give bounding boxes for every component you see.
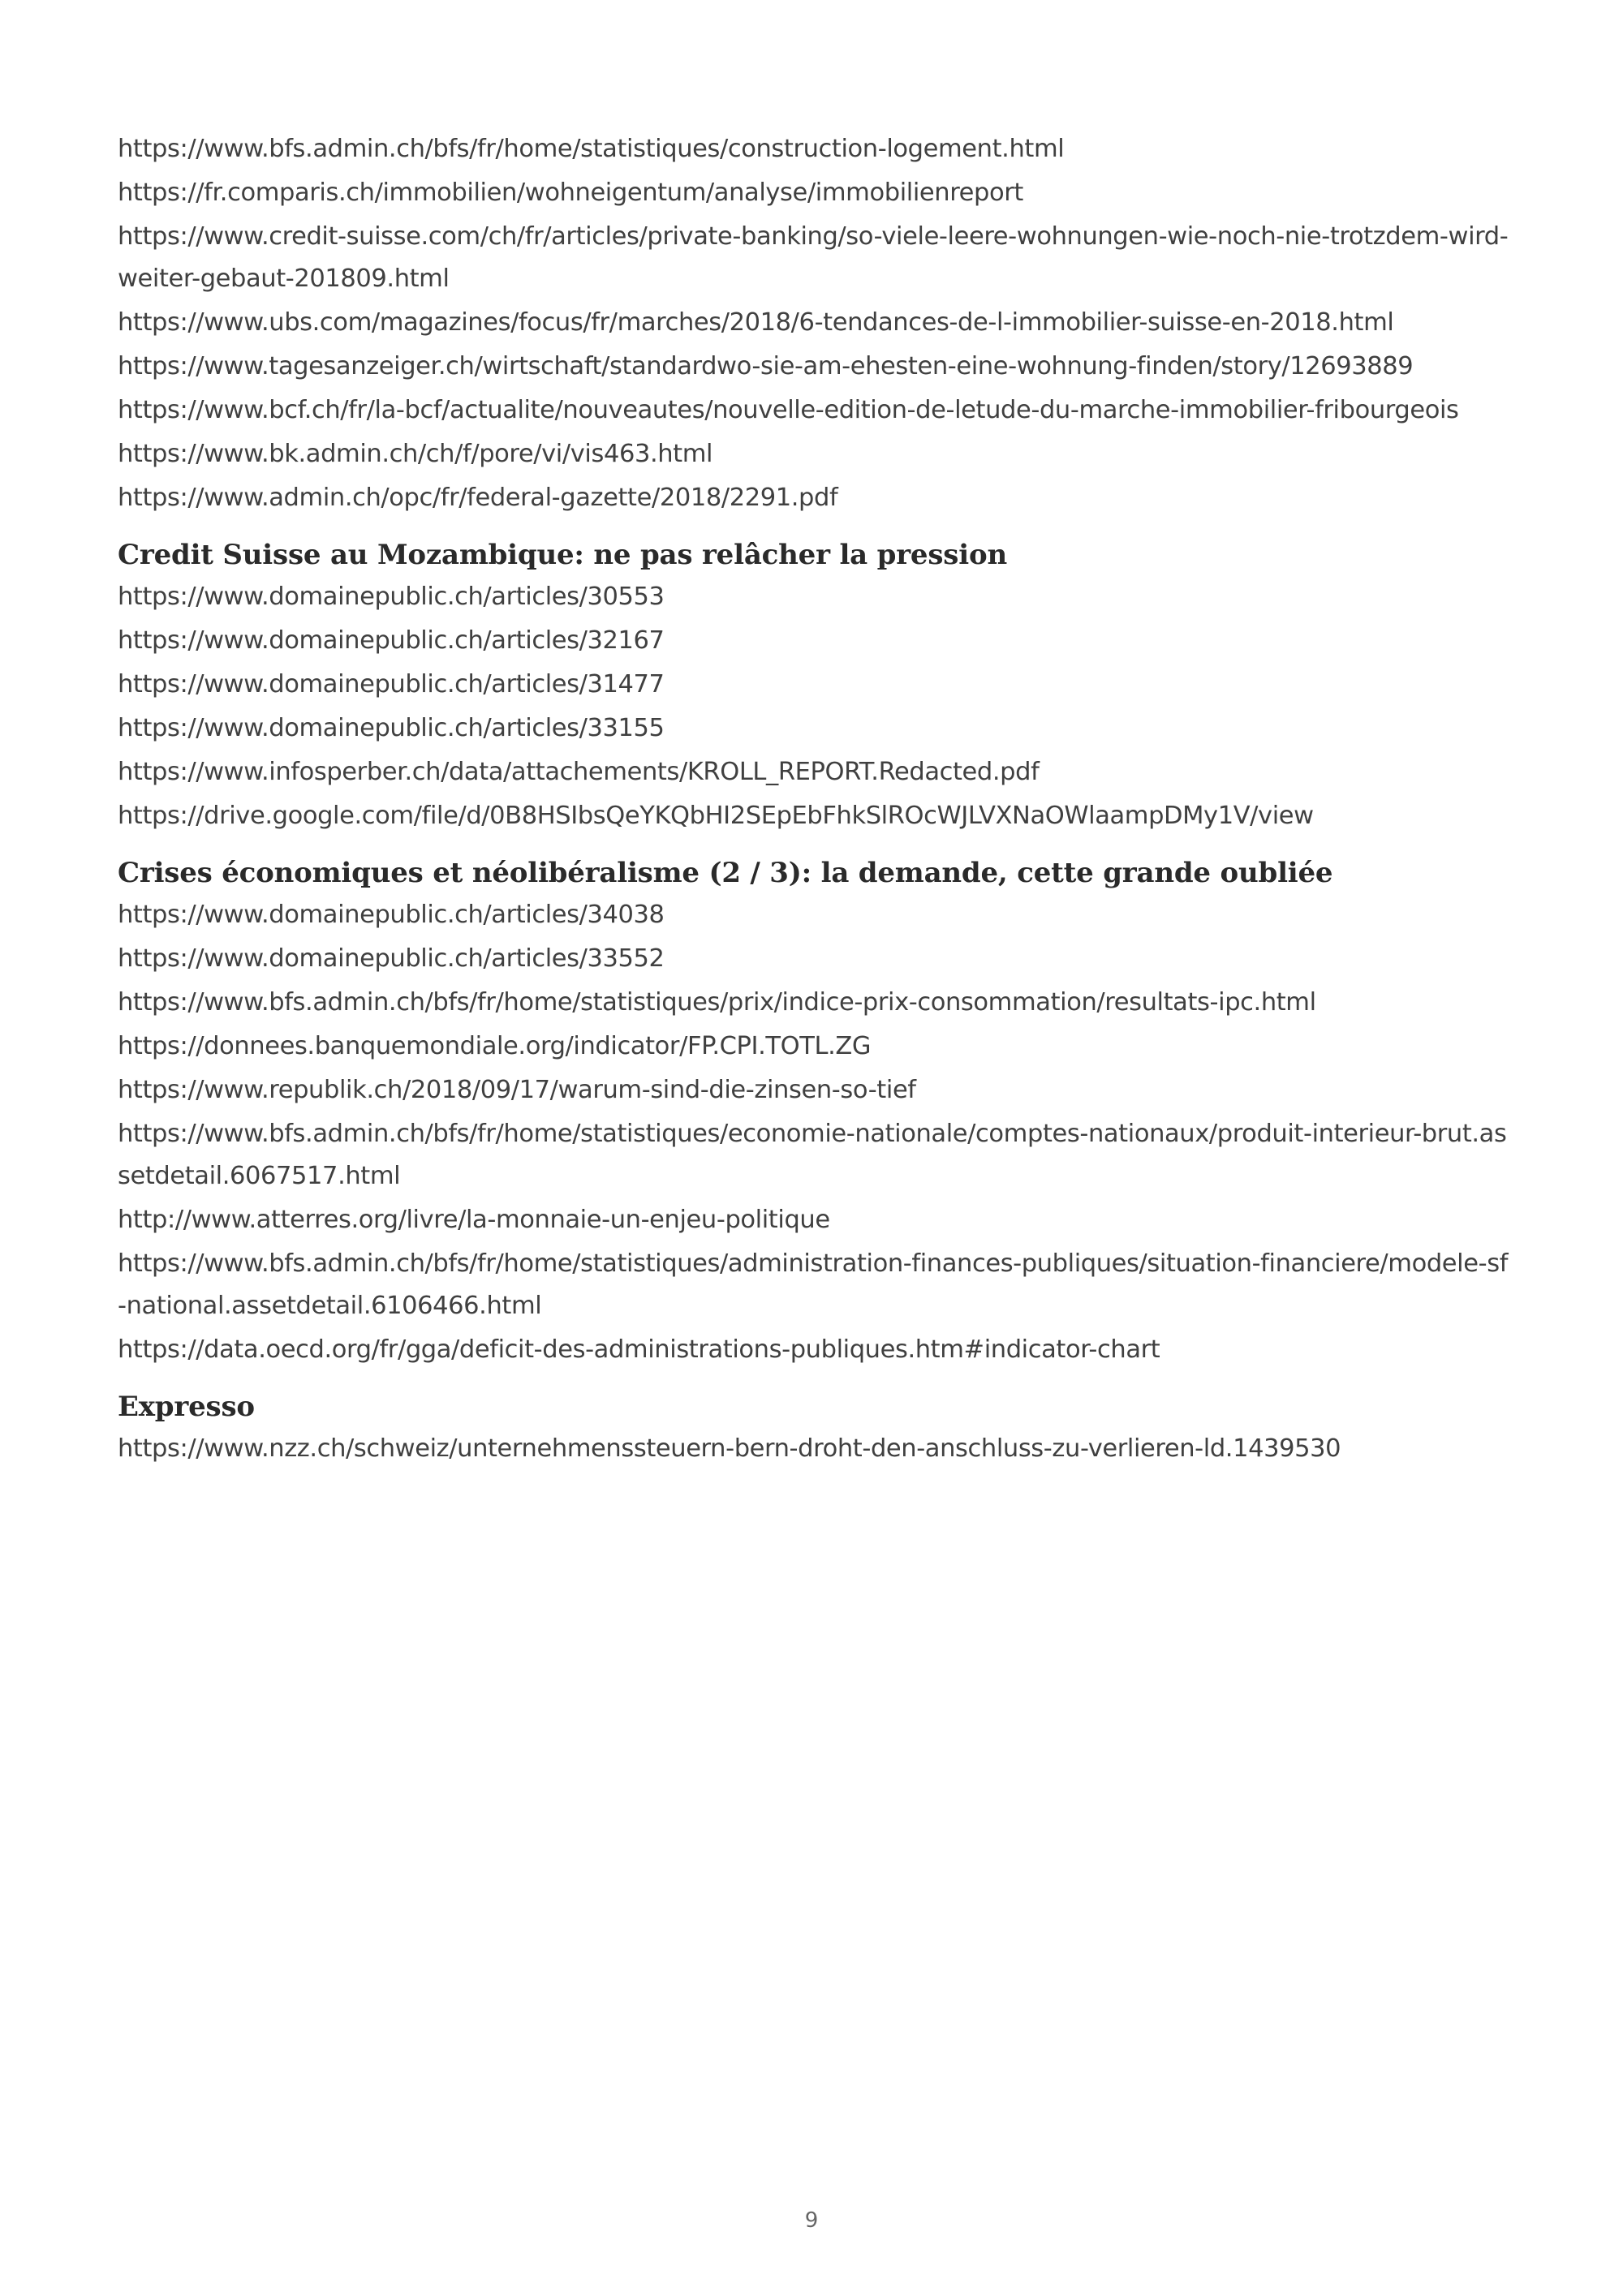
reference-link[interactable]: https://donnees.banquemondiale.org/indicator/FP.CPI.TOTL.ZG bbox=[118, 1032, 872, 1060]
section-heading: Expresso bbox=[118, 1391, 255, 1423]
section-heading: Credit Suisse au Mozambique: ne pas relâcher la pression bbox=[118, 539, 1007, 571]
reference-link[interactable]: https://www.domainepublic.ch/articles/32167 bbox=[118, 626, 665, 655]
section-credit-suisse bbox=[118, 534, 1513, 837]
reference-link[interactable]: https://www.domainepublic.ch/articles/31477 bbox=[118, 670, 665, 699]
intro-links bbox=[118, 128, 1513, 519]
reference-link[interactable]: https://www.bfs.admin.ch/bfs/fr/home/statistiques/economie-nationale/comptes-nationaux/produit-interieur-brut.assetdetail.6067517.html bbox=[118, 1120, 1507, 1190]
section-expresso bbox=[118, 1386, 1513, 1470]
reference-link[interactable]: https://www.republik.ch/2018/09/17/warum-sind-die-zinsen-so-tief bbox=[118, 1076, 916, 1104]
reference-link[interactable]: http://www.atterres.org/livre/la-monnaie-un-enjeu-politique bbox=[118, 1206, 830, 1234]
reference-link[interactable]: https://www.nzz.ch/schweiz/unternehmenssteuern-bern-droht-den-anschluss-zu-verlieren-ld.1439530 bbox=[118, 1434, 1341, 1463]
reference-link[interactable]: https://www.bcf.ch/fr/la-bcf/actualite/nouveautes/nouvelle-edition-de-letude-du-marche-immobilier-fribourgeois bbox=[118, 396, 1459, 424]
reference-link[interactable]: https://www.domainepublic.ch/articles/30553 bbox=[118, 583, 665, 611]
reference-link[interactable]: https://www.domainepublic.ch/articles/33155 bbox=[118, 714, 665, 742]
reference-link[interactable]: https://fr.comparis.ch/immobilien/wohneigentum/analyse/immobilienreport bbox=[118, 178, 1023, 207]
section-heading: Crises économiques et néolibéralisme (2 / 3): la demande, cette grande oubliée bbox=[118, 857, 1333, 889]
reference-link[interactable]: https://www.domainepublic.ch/articles/34038 bbox=[118, 901, 665, 929]
document-page bbox=[118, 128, 1513, 1472]
section-crises-economiques bbox=[118, 852, 1513, 1371]
reference-link[interactable]: https://www.bfs.admin.ch/bfs/fr/home/statistiques/prix/indice-prix-consommation/resultats-ipc.html bbox=[118, 988, 1316, 1017]
reference-link[interactable]: https://data.oecd.org/fr/gga/deficit-des-administrations-publiques.htm#indicator-chart bbox=[118, 1335, 1160, 1364]
reference-link[interactable]: https://www.tagesanzeiger.ch/wirtschaft/standardwo-sie-am-ehesten-eine-wohnung-finden/story/12693889 bbox=[118, 352, 1414, 381]
reference-link[interactable]: https://www.admin.ch/opc/fr/federal-gazette/2018/2291.pdf bbox=[118, 484, 838, 512]
reference-link[interactable]: https://www.credit-suisse.com/ch/fr/articles/private-banking/so-viele-leere-wohnungen-wie-noch-nie-trotzdem-wird-weiter-gebaut-201809.html bbox=[118, 222, 1509, 293]
reference-link[interactable]: https://www.bfs.admin.ch/bfs/fr/home/statistiques/administration-finances-publiques/situation-financiere/modele-sf-national.assetdetail.6106466.html bbox=[118, 1249, 1509, 1320]
reference-link[interactable]: https://www.bk.admin.ch/ch/f/pore/vi/vis463.html bbox=[118, 440, 713, 468]
reference-link[interactable]: https://www.ubs.com/magazines/focus/fr/marches/2018/6-tendances-de-l-immobilier-suisse-en-2018.html bbox=[118, 308, 1394, 337]
reference-link[interactable]: https://www.bfs.admin.ch/bfs/fr/home/statistiques/construction-logement.html bbox=[118, 135, 1065, 163]
reference-link[interactable]: https://www.domainepublic.ch/articles/33552 bbox=[118, 944, 665, 973]
page-number: 9 bbox=[804, 2208, 819, 2233]
reference-link[interactable]: https://www.infosperber.ch/data/attachements/KROLL_REPORT.Redacted.pdf bbox=[118, 758, 1040, 786]
reference-link[interactable]: https://drive.google.com/file/d/0B8HSIbsQeYKQbHI2SEpEbFhkSlROcWJLVXNaOWlaampDMy1V/view bbox=[118, 802, 1314, 830]
